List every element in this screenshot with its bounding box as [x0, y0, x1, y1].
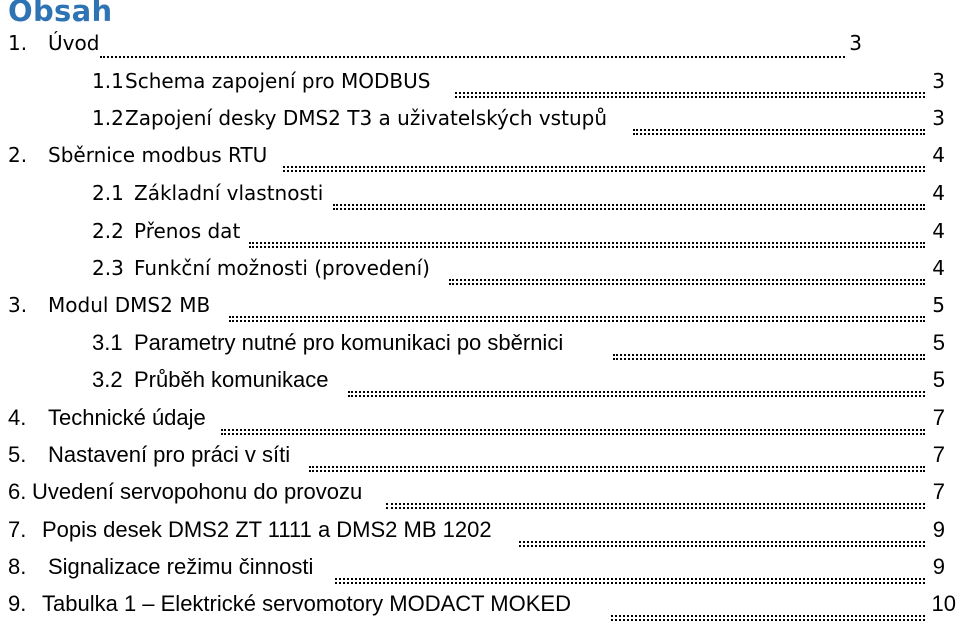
- toc-entry[interactable]: [0, 214, 960, 248]
- toc-entry-number: 6.: [8, 479, 27, 504]
- toc-entry-title[interactable]: Sběrnice modbus RTU: [48, 143, 268, 167]
- toc-entry-page-number[interactable]: 7: [932, 405, 945, 430]
- toc-entry-page-number[interactable]: 5: [932, 330, 945, 355]
- toc-entry-number: 2.: [8, 143, 28, 167]
- toc-entry-title[interactable]: Základní vlastnosti: [134, 181, 324, 205]
- toc-entry-number: 2.3: [92, 256, 124, 280]
- toc-entry-number: 1.: [8, 31, 28, 55]
- toc-entry-page-number[interactable]: 7: [932, 442, 945, 467]
- toc-entry-title[interactable]: Parametry nutné pro komunikaci po sběrnici: [134, 330, 564, 355]
- toc-entry[interactable]: [0, 176, 960, 210]
- toc-entry-title[interactable]: Signalizace režimu činnosti: [48, 554, 314, 579]
- toc-entry-page-number[interactable]: 10: [931, 591, 956, 616]
- toc-entry[interactable]: [0, 138, 960, 172]
- toc-entry-page-number[interactable]: 4: [932, 143, 945, 167]
- toc-entry-page-number[interactable]: 7: [932, 479, 945, 504]
- toc-entry-title[interactable]: Nastavení pro práci v síti: [48, 442, 291, 467]
- toc-entry-title[interactable]: Zapojení desky DMS2 T3 a uživatelských vstupů: [125, 106, 607, 130]
- toc-entry-number: 2.2: [92, 219, 124, 243]
- toc-entry-title[interactable]: Průběh komunikace: [134, 367, 329, 392]
- toc-entry-title[interactable]: Funkční možnosti (provedení): [134, 256, 430, 280]
- toc-entry[interactable]: [0, 64, 960, 98]
- toc-entry-title[interactable]: Přenos dat: [134, 219, 241, 243]
- toc-entry[interactable]: [0, 550, 960, 584]
- toc-dot-leader: [283, 166, 925, 168]
- toc-entry-number: 3.: [8, 293, 28, 317]
- toc-entry[interactable]: [0, 363, 960, 397]
- toc-entry-number: 8.: [8, 554, 27, 579]
- toc-entry-title[interactable]: Schema zapojení pro MODBUS: [125, 69, 431, 93]
- toc-entry[interactable]: [0, 26, 960, 60]
- toc-dot-leader: [455, 92, 925, 94]
- toc-entry[interactable]: [0, 401, 960, 435]
- toc-entry[interactable]: [0, 438, 960, 472]
- toc-entry-title[interactable]: Úvod: [48, 31, 100, 55]
- toc-dot-leader: [249, 242, 925, 244]
- toc-entry-title[interactable]: Modul DMS2 MB: [48, 293, 211, 317]
- toc-entry-number: 3.1: [92, 330, 123, 355]
- toc-dot-leader: [519, 541, 925, 543]
- toc-dot-leader: [229, 316, 925, 318]
- toc-entry-page-number[interactable]: 4: [932, 181, 945, 205]
- toc-entry[interactable]: [0, 251, 960, 285]
- toc-dot-leader: [100, 56, 845, 58]
- toc-entry-number: 7.: [8, 517, 27, 542]
- toc-dot-leader: [221, 429, 925, 431]
- toc-entry-page-number[interactable]: 5: [932, 367, 945, 392]
- toc-entry-page-number[interactable]: 5: [932, 293, 945, 317]
- toc-entry-number: 5.: [8, 442, 27, 467]
- toc-entry-number: 3.2: [92, 367, 123, 392]
- toc-entry-number: 4.: [8, 405, 27, 430]
- toc-entry[interactable]: [0, 513, 960, 547]
- toc-title: Obsah: [8, 0, 113, 28]
- toc-entry-number: 9.: [8, 591, 27, 616]
- toc-entry-page-number[interactable]: 3: [932, 106, 945, 130]
- toc-entry[interactable]: [0, 326, 960, 360]
- toc-dot-leader: [633, 129, 925, 131]
- toc-entry-page-number[interactable]: 4: [932, 256, 945, 280]
- toc-dot-leader: [309, 466, 925, 468]
- toc-dot-leader: [333, 204, 925, 206]
- toc-entry-page-number[interactable]: 3: [932, 69, 945, 93]
- toc-entry-title[interactable]: Tabulka 1 – Elektrické servomotory MODACT MOKED: [42, 591, 571, 616]
- toc-entry-number: 1.1: [92, 69, 124, 93]
- toc-entry-page-number[interactable]: 9: [932, 517, 945, 542]
- toc-dot-leader: [611, 615, 925, 617]
- toc-entry-page-number[interactable]: 4: [932, 219, 945, 243]
- toc-entry-title[interactable]: Popis desek DMS2 ZT 1111 a DMS2 MB 1202: [42, 517, 492, 542]
- toc-dot-leader: [386, 503, 925, 505]
- toc-entry[interactable]: [0, 101, 960, 135]
- toc-dot-leader: [348, 391, 925, 393]
- toc-entry[interactable]: [0, 288, 960, 322]
- toc-dot-leader: [335, 578, 925, 580]
- toc-dot-leader: [613, 354, 925, 356]
- toc-entry-page-number[interactable]: 9: [932, 554, 945, 579]
- toc-entry-number: 1.2: [92, 106, 124, 130]
- toc-entry[interactable]: [0, 475, 960, 509]
- toc-entry-number: 2.1: [92, 181, 124, 205]
- toc-entry-title[interactable]: Uvedení servopohonu do provozu: [32, 479, 363, 504]
- toc-entry[interactable]: [0, 587, 960, 621]
- toc-entry-title[interactable]: Technické údaje: [48, 405, 206, 430]
- toc-dot-leader: [449, 279, 925, 281]
- toc-entry-page-number[interactable]: 3: [849, 31, 862, 55]
